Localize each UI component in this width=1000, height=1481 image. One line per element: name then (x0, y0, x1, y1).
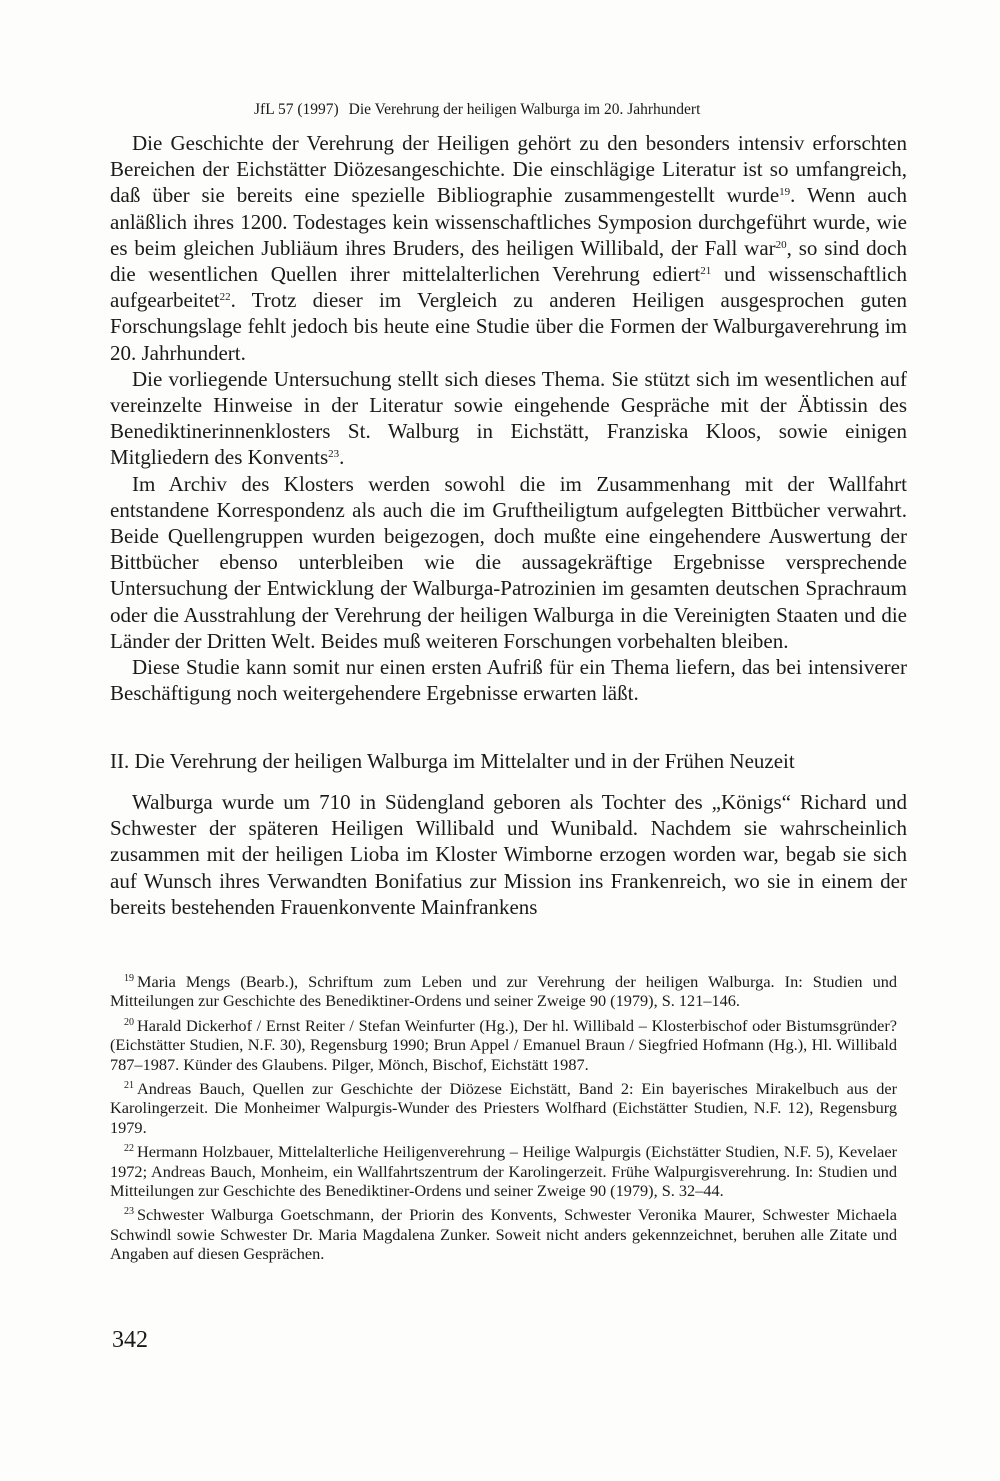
paragraph: Diese Studie kann somit nur einen ersten Aufriß für ein Thema liefern, das bei intensiverer Beschäftigung noch weitergehendere Ergebnisse erwarten läßt. (110, 655, 907, 706)
footnote-number: 21 (124, 1080, 134, 1092)
paragraph: Walburga wurde um 710 in Südengland geboren als Tochter des „Königs“ Richard und Schwester der späteren Heiligen Willibald und Wunibald. Nachdem sie wahrscheinlich zusammen mit der heiligen Lioba im Kloster Wimborne erzogen worden war, begab sie sich auf Wunsch ihres Verwandten Bonifatius zur Mission ins Frankenreich, wo sie in einem der bereits bestehenden Frauenkonvente Mainfrankens (110, 790, 907, 919)
page-number: 342 (112, 1327, 148, 1353)
journal-reference: JfL 57 (1997) (254, 101, 339, 118)
section-heading: II. Die Verehrung der heiligen Walburga im Mittelalter und in der Frühen Neuzeit (110, 749, 795, 773)
paragraph: Die Geschichte der Verehrung der Heiligen gehört zu den besonders intensiv erforschten Bereichen der Eichstätter Diözesangeschichte. Die einschlägige Literatur ist so umfangreich, daß über sie bereits eine spezielle Bibliographie zusammengestellt wurde$^{19}$. Wenn auch anläßlich ihres 1200. Todestages kein wissenschaftliches Symposion durchgeführt wurde, wie es beim gleichen Jubliäum ihres Bruders, des heiligen Willibald, der Fall war$^{20}$, so sind doch die wesentlichen Quellen ihrer mittelalterlichen Verehrung ediert$^{21}$ und wissenschaftlich aufgearbeitet$^{22}$. Trotz dieser im Vergleich zu anderen Heiligen ausgesprochen guten Forschungslage fehlt jedoch bis heute eine Studie über die Formen der Walburgaverehrung im 20. Jahrhundert. (110, 131, 907, 365)
footnote-ref: 23 (328, 448, 340, 461)
footnote: $^{21}$ Andreas Bauch, Quellen zur Geschichte der Diözese Eichstätt, Band 2: Ein bayerisches Mirakelbuch aus der Karolingerzeit. Die Monheimer Walpurgis-Wunder des Priesters Wolfhard (Eichstätter Studien, N.F. 12), Regensburg 1979. (110, 1079, 897, 1137)
footnote-ref: 22 (219, 291, 231, 304)
intro-section (110, 130, 907, 706)
footnote-number: 20 (124, 1016, 134, 1028)
footnote: $^{19}$ Maria Mengs (Bearb.), Schriftum zum Leben und zur Verehrung der heiligen Walburga. In: Studien und Mitteilungen zur Geschichte des Benediktiner-Ordens und seiner Zweige 90 (1979), S. 121–146. (110, 972, 897, 1011)
footnote-ref: 21 (700, 265, 712, 278)
footnote-ref: 19 (779, 186, 791, 199)
footnote-ref: 20 (775, 238, 787, 251)
footnote: $^{22}$ Hermann Holzbauer, Mittelalterliche Heiligenverehrung – Heilige Walpurgis (Eichstätter Studien, N.F. 5), Kevelaer 1972; Andreas Bauch, Monheim, ein Wallfahrtszentrum der Karolingerzeit. Frühe Walpurgisverehrung. In: Studien und Mitteilungen zur Geschichte des Benediktiner-Ordens und seiner Zweige 90 (1979), S. 32–44. (110, 1142, 897, 1201)
footnote: $^{23}$ Schwester Walburga Goetschmann, der Priorin des Konvents, Schwester Veronika Maurer, Schwester Michaela Schwindl sowie Schwester Dr. Maria Magdalena Zunker. Soweit nicht anders gekennzeichnet, beruhen alle Zitate und Angaben auf diesen Gesprächen. (110, 1205, 897, 1264)
footnotes (110, 972, 897, 1269)
running-header (254, 100, 814, 120)
paragraph: Die vorliegende Untersuchung stellt sich dieses Thema. Sie stützt sich im wesentlichen auf vereinzelte Hinweise in der Literatur sowie eingehende Gespräche mit der Äbtissin des Benediktinerinnenklosters St. Walburg in Eichstätt, Franziska Kloos, sowie einigen Mitgliedern des Konvents$^{23}$. (110, 366, 907, 470)
footnote-number: 19 (124, 973, 134, 984)
footnote-number: 23 (124, 1206, 134, 1218)
footnote: $^{20}$ Harald Dickerhof / Ernst Reiter / Stefan Weinfurter (Hg.), Der hl. Willibald – Klosterbischof oder Bistumsgründer? (Eichstätter Studien, N.F. 30), Regensburg 1990; Brun Appel / Emanuel Braun / Siegfried Hofmann (Hg.), Hl. Willibald 787–1987. Künder des Glaubens. Pilger, Mönch, Bischof, Eichstätt 1987. (110, 1015, 897, 1074)
footnote-number: 22 (124, 1143, 134, 1155)
article-title: Die Verehrung der heiligen Walburga im 20. Jahrhundert (348, 101, 701, 118)
section-body (110, 789, 907, 920)
paragraph: Im Archiv des Klosters werden sowohl die im Zusammenhang mit der Wallfahrt entstandene Korrespondenz als auch die im Gruftheiligtum aufgelegten Bittbücher verwahrt. Beide Quellengruppen wurden beigezogen, doch mußte eine eingehendere Auswertung der Bittbücher ebenso unterbleiben wie die aussagekräftige Ergebnisse versprechende Untersuchung der Entwicklung der Walburga-Patrozinien im gesamten deutschen Sprachraum oder die Ausstrahlung der Verehrung der heiligen Walburga in die Vereinigten Staaten und die Länder der Dritten Welt. Beides muß weiteren Forschungen vorbehalten bleiben. (110, 471, 907, 653)
